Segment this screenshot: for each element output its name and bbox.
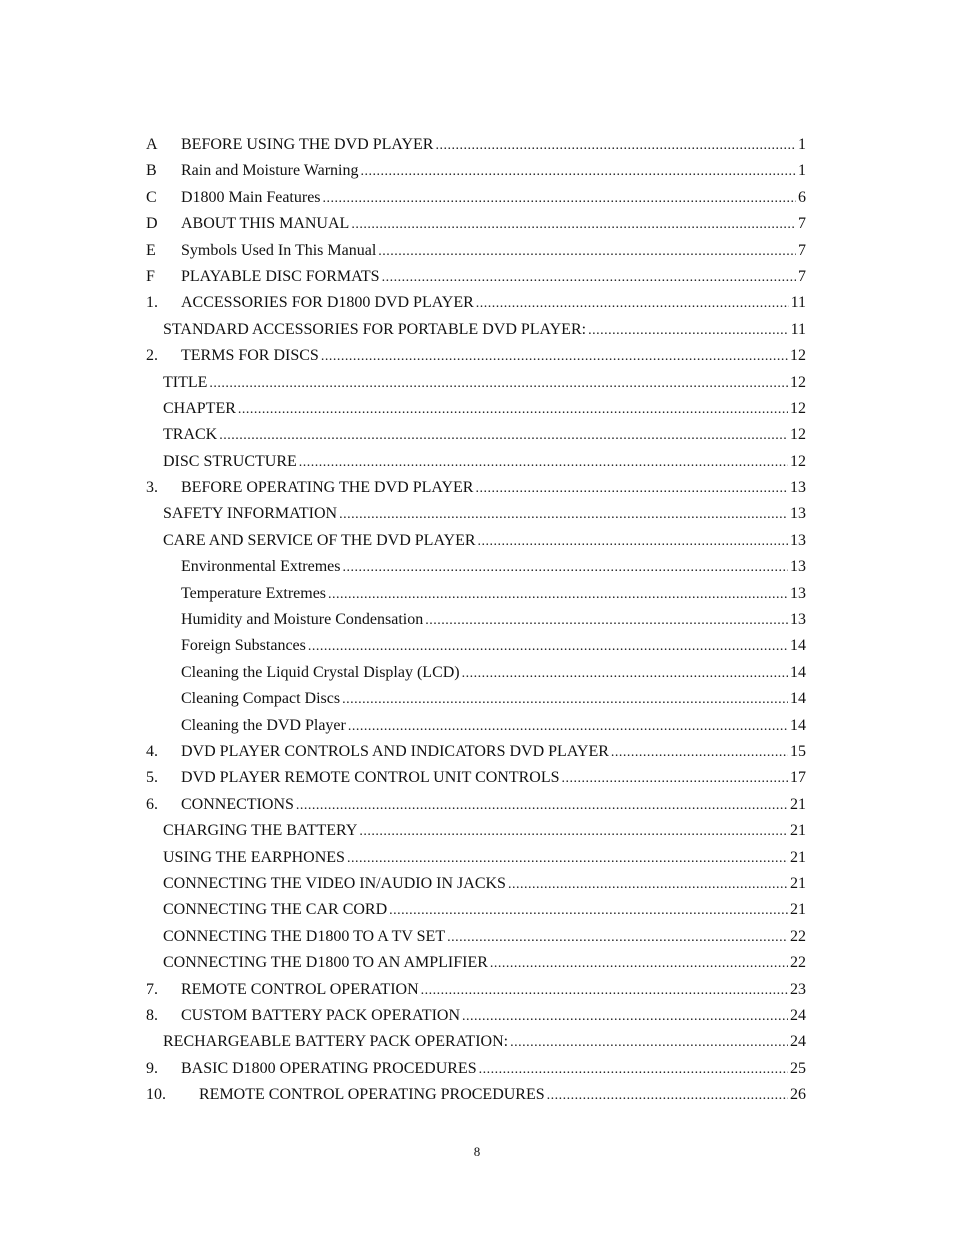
toc-entry-title: REMOTE CONTROL OPERATION xyxy=(181,980,419,998)
dot-leader xyxy=(299,450,788,476)
toc-entry-title: Rain and Moisture Warning xyxy=(181,162,359,180)
toc-entry-page: 22 xyxy=(790,927,806,945)
toc-entry[interactable] xyxy=(146,924,806,950)
toc-entry-number: 4. xyxy=(146,742,158,760)
toc-entry-title: CARE AND SERVICE OF THE DVD PLAYER xyxy=(163,531,476,549)
toc-entry[interactable] xyxy=(146,343,806,369)
toc-entry-title: DVD PLAYER CONTROLS AND INDICATORS DVD PLAYER xyxy=(181,742,609,760)
dot-leader xyxy=(328,582,788,608)
toc-entry-title: CHARGING THE BATTERY xyxy=(163,822,358,840)
toc-entry-number: E xyxy=(146,241,156,259)
toc-entry-title: DISC STRUCTURE xyxy=(163,452,297,470)
toc-entry-title: RECHARGEABLE BATTERY PACK OPERATION: xyxy=(163,1033,509,1051)
toc-entry[interactable] xyxy=(146,897,806,923)
toc-entry-page: 7 xyxy=(798,241,806,259)
dot-leader xyxy=(209,371,788,397)
toc-entry-page: 12 xyxy=(790,452,806,470)
toc-entry[interactable] xyxy=(146,581,806,607)
toc-entry[interactable] xyxy=(146,211,806,237)
dot-leader xyxy=(219,423,788,449)
toc-entry-page: 7 xyxy=(798,215,806,233)
dot-leader xyxy=(562,766,788,792)
toc-entry-page: 13 xyxy=(790,479,806,497)
toc-entry[interactable] xyxy=(146,660,806,686)
dot-leader xyxy=(238,397,788,423)
toc-entry-page: 14 xyxy=(790,716,806,734)
dot-leader xyxy=(347,846,788,872)
dot-leader xyxy=(296,793,788,819)
toc-entry-page: 11 xyxy=(790,294,806,312)
toc-entry[interactable] xyxy=(146,528,806,554)
toc-entry-title: Foreign Substances xyxy=(181,637,306,655)
dot-leader xyxy=(479,1057,788,1083)
dot-leader xyxy=(462,1004,788,1030)
dot-leader xyxy=(510,1030,788,1056)
toc-entry-title: Cleaning the Liquid Crystal Display (LCD) xyxy=(181,663,460,681)
toc-entry[interactable] xyxy=(146,422,806,448)
toc-entry-number: 1. xyxy=(146,294,158,312)
toc-entry-title: Cleaning Compact Discs xyxy=(181,690,341,708)
toc-entry-number: 6. xyxy=(146,795,158,813)
toc-entry[interactable] xyxy=(146,1082,806,1108)
dot-leader xyxy=(382,265,796,291)
toc-entry-title: BEFORE USING THE DVD PLAYER xyxy=(181,136,434,153)
toc-entry[interactable] xyxy=(146,633,806,659)
toc-entry-page: 22 xyxy=(790,954,806,972)
toc-entry-number: 7. xyxy=(146,980,158,998)
toc-entry[interactable] xyxy=(146,818,806,844)
dot-leader xyxy=(435,133,796,159)
dot-leader xyxy=(588,318,789,344)
toc-entry[interactable] xyxy=(146,264,806,290)
toc-entry-title: D1800 Main Features xyxy=(181,188,321,206)
toc-entry-page: 7 xyxy=(798,267,806,285)
toc-entry[interactable] xyxy=(146,1003,806,1029)
toc-entry[interactable] xyxy=(146,607,806,633)
toc-entry-title: TRACK xyxy=(163,426,218,444)
toc-entry-page: 14 xyxy=(790,637,806,655)
toc-entry-title: CHAPTER xyxy=(163,399,236,417)
toc-entry-number: 5. xyxy=(146,769,158,787)
toc-entry[interactable] xyxy=(146,977,806,1003)
toc-entry-title: CUSTOM BATTERY PACK OPERATION xyxy=(181,1006,461,1024)
toc-entry-page: 12 xyxy=(790,426,806,444)
toc-entry[interactable] xyxy=(146,1029,806,1055)
toc-entry-page: 25 xyxy=(790,1059,806,1077)
toc-entry-number: 2. xyxy=(146,347,158,365)
toc-entry-title: SAFETY INFORMATION xyxy=(163,505,338,523)
toc-entry[interactable] xyxy=(146,449,806,475)
toc-entry-title: Cleaning the DVD Player xyxy=(181,716,346,734)
dot-leader xyxy=(351,212,796,238)
dot-leader xyxy=(348,714,788,740)
toc-entry-title: CONNECTING THE CAR CORD xyxy=(163,901,388,919)
toc-entry[interactable] xyxy=(146,845,806,871)
dot-leader xyxy=(308,634,788,660)
toc-entry[interactable] xyxy=(146,185,806,211)
toc-entry[interactable] xyxy=(146,396,806,422)
toc-entry[interactable] xyxy=(146,765,806,791)
toc-entry-title: Environmental Extremes xyxy=(181,558,341,576)
toc-entry-number: F xyxy=(146,267,155,285)
dot-leader xyxy=(508,872,788,898)
toc-entry-page: 23 xyxy=(790,980,806,998)
dot-leader xyxy=(342,687,788,713)
toc-entry-number: 10. xyxy=(146,1086,166,1104)
toc-entry[interactable] xyxy=(146,686,806,712)
toc-entry[interactable] xyxy=(146,792,806,818)
toc-entry-page: 14 xyxy=(790,690,806,708)
toc-entry-number: D xyxy=(146,215,158,233)
toc-entry-page: 13 xyxy=(790,531,806,549)
toc-entry[interactable] xyxy=(146,501,806,527)
toc-entry-page: 13 xyxy=(790,558,806,576)
toc-entry-page: 1 xyxy=(798,162,806,180)
toc-entry-page: 26 xyxy=(790,1086,806,1104)
toc-entry-page: 21 xyxy=(790,874,806,892)
dot-leader xyxy=(361,159,797,185)
toc-entry-title: STANDARD ACCESSORIES FOR PORTABLE DVD PLAYER: xyxy=(163,320,587,338)
dot-leader xyxy=(389,898,788,924)
toc-entry-page: 13 xyxy=(790,584,806,602)
toc-entry-title: USING THE EARPHONES xyxy=(163,848,345,866)
toc-entry-title: PLAYABLE DISC FORMATS xyxy=(181,267,380,285)
dot-leader xyxy=(490,951,788,977)
dot-leader xyxy=(476,291,789,317)
toc-entry-page: 1 xyxy=(798,136,806,153)
toc-entry-title: BASIC D1800 OPERATING PROCEDURES xyxy=(181,1059,477,1077)
toc-entry-page: 12 xyxy=(790,347,806,365)
toc-entry-page: 21 xyxy=(790,901,806,919)
dot-leader xyxy=(339,502,788,528)
toc-entry-number: 3. xyxy=(146,479,158,497)
dot-leader xyxy=(323,186,796,212)
toc-entry-title: ABOUT THIS MANUAL xyxy=(181,215,350,233)
dot-leader xyxy=(421,978,788,1004)
dot-leader xyxy=(378,239,796,265)
toc-entry-title: CONNECTING THE VIDEO IN/AUDIO IN JACKS xyxy=(163,874,506,892)
toc-entry-page: 12 xyxy=(790,399,806,417)
toc-entry-page: 6 xyxy=(798,188,806,206)
toc-entry[interactable] xyxy=(146,370,806,396)
toc-entry[interactable] xyxy=(146,317,806,343)
dot-leader xyxy=(425,608,788,634)
toc-entry-title: TITLE xyxy=(163,373,208,391)
toc-entry-title: REMOTE CONTROL OPERATING PROCEDURES xyxy=(199,1086,545,1104)
toc-entry[interactable] xyxy=(146,238,806,264)
toc-entry-number: B xyxy=(146,162,157,180)
toc-entry[interactable] xyxy=(146,290,806,316)
toc-entry-page: 15 xyxy=(790,742,806,760)
dot-leader xyxy=(343,555,788,581)
toc-entry[interactable] xyxy=(146,871,806,897)
toc-entry-page: 21 xyxy=(790,822,806,840)
toc-entry[interactable] xyxy=(146,158,806,184)
toc-entry-title: TERMS FOR DISCS xyxy=(181,347,319,365)
toc-entry[interactable] xyxy=(146,554,806,580)
toc-entry-page: 13 xyxy=(790,505,806,523)
table-of-contents xyxy=(146,132,806,1108)
toc-entry-page: 21 xyxy=(790,848,806,866)
toc-entry[interactable] xyxy=(146,950,806,976)
page-number: 8 xyxy=(473,1144,481,1159)
toc-entry-number: A xyxy=(146,136,158,153)
toc-entry-page: 12 xyxy=(790,373,806,391)
toc-entry[interactable] xyxy=(146,1056,806,1082)
toc-entry[interactable] xyxy=(146,713,806,739)
toc-entry-number: C xyxy=(146,188,157,206)
toc-entry-page: 14 xyxy=(790,663,806,681)
toc-entry-number: 9. xyxy=(146,1059,158,1077)
toc-entry-page: 24 xyxy=(790,1006,806,1024)
toc-entry-title: CONNECTIONS xyxy=(181,795,294,813)
toc-entry-title: CONNECTING THE D1800 TO A TV SET xyxy=(163,927,446,945)
toc-entry-number: 8. xyxy=(146,1006,158,1024)
toc-entry-title: CONNECTING THE D1800 TO AN AMPLIFIER xyxy=(163,954,488,972)
dot-leader xyxy=(475,476,788,502)
toc-entry-title: Temperature Extremes xyxy=(181,584,327,602)
dot-leader xyxy=(478,529,788,555)
dot-leader xyxy=(359,819,788,845)
dot-leader xyxy=(462,661,788,687)
dot-leader xyxy=(321,344,788,370)
toc-entry-page: 17 xyxy=(790,769,806,787)
dot-leader xyxy=(447,925,788,951)
dot-leader xyxy=(547,1083,788,1109)
toc-entry-title: DVD PLAYER REMOTE CONTROL UNIT CONTROLS xyxy=(181,769,560,787)
dot-leader xyxy=(611,740,788,766)
toc-entry-title: ACCESSORIES FOR D1800 DVD PLAYER xyxy=(181,294,474,312)
toc-entry-title: BEFORE OPERATING THE DVD PLAYER xyxy=(181,479,474,497)
toc-entry[interactable] xyxy=(146,739,806,765)
toc-entry-page: 13 xyxy=(790,611,806,629)
toc-entry-page: 11 xyxy=(790,320,806,338)
toc-entry-page: 21 xyxy=(790,795,806,813)
toc-entry-page: 24 xyxy=(790,1033,806,1051)
toc-entry[interactable] xyxy=(146,132,806,158)
toc-entry-title: Symbols Used In This Manual xyxy=(181,241,377,259)
toc-entry-title: Humidity and Moisture Condensation xyxy=(181,611,424,629)
toc-entry[interactable] xyxy=(146,475,806,501)
